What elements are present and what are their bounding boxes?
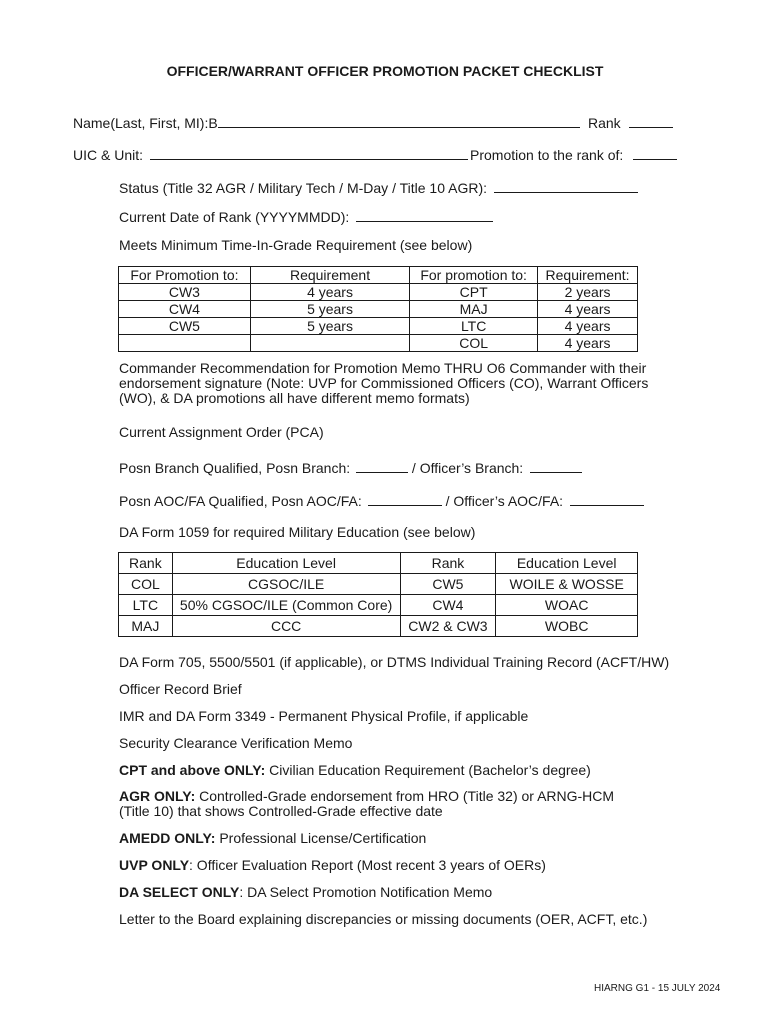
assignment-order-item: Current Assignment Order (PCA): [119, 424, 324, 440]
rank-label: Rank: [588, 115, 621, 131]
tig-cell: 4 years: [538, 318, 638, 335]
education-row: [119, 616, 638, 637]
tig-header-row: [119, 267, 638, 284]
tig-header-cell: For promotion to:: [410, 267, 538, 284]
officer-aoc-blank[interactable]: [570, 491, 644, 506]
tig-cell: 5 years: [250, 301, 409, 318]
education-header-row: [119, 553, 638, 574]
education-header-cell: Rank: [400, 553, 496, 574]
tig-cell: 4 years: [250, 284, 409, 301]
tig-row: [119, 318, 638, 335]
agr-item: [119, 789, 629, 819]
uvp-item-bold: UVP ONLY: [119, 857, 190, 873]
education-cell: COL: [119, 574, 173, 595]
aoc-field-row: [119, 491, 644, 509]
cpt-item: [119, 762, 591, 778]
tig-cell: COL: [410, 335, 538, 352]
education-row: [119, 574, 638, 595]
security-item: Security Clearance Verification Memo: [119, 735, 353, 751]
footer-text: HIARNG G1 - 15 JULY 2024: [594, 983, 721, 994]
amedd-item-text: Professional License/Certification: [215, 830, 427, 846]
tig-cell: CW3: [119, 284, 251, 301]
education-cell: CW2 & CW3: [400, 616, 496, 637]
tig-row: [119, 301, 638, 318]
tig-cell: [250, 335, 409, 352]
education-table: [118, 552, 638, 637]
cpt-item-bold: CPT and above ONLY:: [119, 762, 266, 778]
tig-cell: LTC: [410, 318, 538, 335]
posn-branch-blank[interactable]: [356, 458, 408, 473]
rank-blank[interactable]: [629, 113, 673, 128]
agr-item-bold: AGR ONLY:: [119, 788, 196, 804]
tig-table: [118, 266, 638, 352]
name-field-row: [73, 113, 580, 131]
branch-label: Posn Branch Qualified, Posn Branch:: [119, 460, 351, 476]
officer-aoc-label: / Officer’s AOC/FA:: [445, 493, 564, 509]
da705-item: DA Form 705, 5500/5501 (if applicable), or DTMS Individual Training Record (ACFT/HW): [119, 654, 670, 670]
branch-field-row: [119, 458, 582, 476]
education-cell: WOBC: [496, 616, 638, 637]
tig-intro: Meets Minimum Time-In-Grade Requirement (see below): [119, 237, 473, 253]
promotion-label: Promotion to the rank of:: [470, 147, 624, 163]
tig-cell: CW4: [119, 301, 251, 318]
agr-item-text: Controlled-Grade endorsement from HRO (Title 32) or ARNG-HCM (Title 10) that shows Controlled-Grade effective date: [119, 788, 615, 819]
uic-label: UIC & Unit:: [73, 147, 144, 163]
status-label: Status (Title 32 AGR / Military Tech / M-Day / Title 10 AGR):: [119, 180, 487, 196]
uic-blank[interactable]: [150, 145, 468, 160]
da-select-item-text: : DA Select Promotion Notification Memo: [239, 884, 493, 900]
commander-memo-item: Commander Recommendation for Promotion Memo THRU O6 Commander with their endorsement signature (Note: UVP for Commissioned Officers (CO), Warrant Officers (WO), & DA promotions all have different memo formats): [119, 360, 649, 406]
letter-item: Letter to the Board explaining discrepancies or missing documents (OER, ACFT, etc.): [119, 911, 648, 927]
status-field-row: [119, 178, 638, 196]
education-cell: LTC: [119, 595, 173, 616]
education-header-cell: Education Level: [496, 553, 638, 574]
tig-cell: 4 years: [538, 335, 638, 352]
education-cell: CGSOC/ILE: [172, 574, 400, 595]
name-blank[interactable]: [218, 113, 580, 128]
imr-item: IMR and DA Form 3349 - Permanent Physical Profile, if applicable: [119, 708, 529, 724]
orb-item: Officer Record Brief: [119, 681, 242, 697]
education-header-cell: Rank: [119, 553, 173, 574]
tig-header-cell: Requirement:: [538, 267, 638, 284]
uvp-item-text: : Officer Evaluation Report (Most recent 3 years of OERs): [189, 857, 546, 873]
uvp-item: [119, 857, 546, 873]
tig-cell: MAJ: [410, 301, 538, 318]
tig-header-cell: For Promotion to:: [119, 267, 251, 284]
dor-label: Current Date of Rank (YYYYMMDD):: [119, 209, 350, 225]
name-label: Name(Last, First, MI):: [73, 115, 209, 131]
tig-cell: CPT: [410, 284, 538, 301]
tig-cell: CW5: [119, 318, 251, 335]
tig-row: [119, 284, 638, 301]
rank-field-row: [588, 113, 673, 131]
officer-branch-blank[interactable]: [530, 458, 582, 473]
education-cell: CCC: [172, 616, 400, 637]
uic-field-row: [73, 145, 468, 163]
education-intro: DA Form 1059 for required Military Education (see below): [119, 524, 476, 540]
education-cell: MAJ: [119, 616, 173, 637]
aoc-label: Posn AOC/FA Qualified, Posn AOC/FA:: [119, 493, 362, 509]
tig-cell: [119, 335, 251, 352]
da-select-item-bold: DA SELECT ONLY: [119, 884, 240, 900]
promotion-field-row: [470, 145, 677, 163]
education-cell: CW5: [400, 574, 496, 595]
education-cell: 50% CGSOC/ILE (Common Core): [172, 595, 400, 616]
education-row: [119, 595, 638, 616]
tig-header-cell: Requirement: [250, 267, 409, 284]
tig-cell: 5 years: [250, 318, 409, 335]
tig-cell: 2 years: [538, 284, 638, 301]
tig-row: [119, 335, 638, 352]
dor-blank[interactable]: [356, 207, 493, 222]
education-cell: WOAC: [496, 595, 638, 616]
posn-aoc-blank[interactable]: [368, 491, 442, 506]
tig-cell: 4 years: [538, 301, 638, 318]
education-header-cell: Education Level: [172, 553, 400, 574]
education-cell: CW4: [400, 595, 496, 616]
promotion-blank[interactable]: [633, 145, 677, 160]
amedd-item-bold: AMEDD ONLY:: [119, 830, 216, 846]
amedd-item: [119, 830, 426, 846]
status-blank[interactable]: [494, 178, 638, 193]
education-cell: WOILE & WOSSE: [496, 574, 638, 595]
officer-branch-label: / Officer’s Branch:: [411, 460, 524, 476]
name-value[interactable]: B: [208, 115, 218, 131]
document-title: OFFICER/WARRANT OFFICER PROMOTION PACKET CHECKLIST: [166, 63, 604, 79]
cpt-item-text: Civilian Education Requirement (Bachelor’s degree): [265, 762, 591, 778]
dor-field-row: [119, 207, 493, 225]
da-select-item: [119, 884, 492, 900]
